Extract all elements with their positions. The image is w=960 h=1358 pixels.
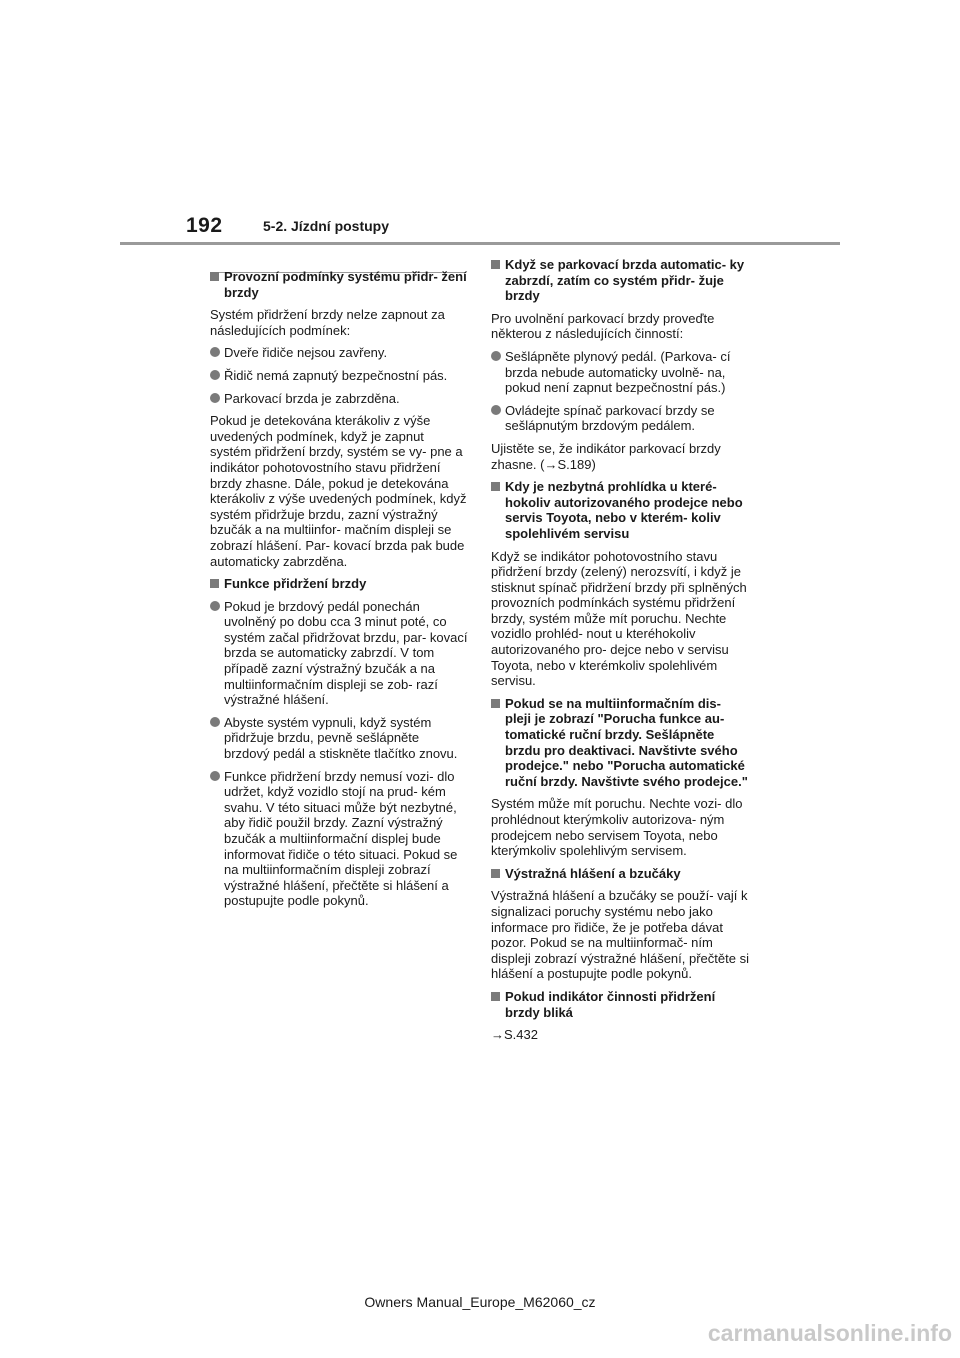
bullet-item: Dveře řidiče nejsou zavřeny. bbox=[210, 345, 468, 361]
left-column bbox=[210, 269, 468, 916]
header-divider bbox=[120, 242, 840, 245]
bullet-item: Abyste systém vypnuli, když systém přidržuje brzdu, pevně sešlápněte brzdový pedál a stiskněte tlačítko znovu. bbox=[210, 715, 468, 762]
bullet-item: Parkovací brzda je zabrzděna. bbox=[210, 391, 468, 407]
footer-text: Owners Manual_Europe_M62060_cz bbox=[364, 1294, 596, 1310]
bullet-item: Funkce přidržení brzdy nemusí vozi- dlo udržet, když vozidlo stojí na prud- kém svahu. V této situaci může být nezbytné, aby řidič použil brzdy. Zazní výstražný bzučák a multiinformační displej bude informovat řidiče o této situaci. Pokud se na multiinformačním displeji zobrazí výstražné hlášení, přečtěte si hlášení a postupujte podle pokynů. bbox=[210, 769, 468, 909]
paragraph: Výstražná hlášení a bzučáky se použí- vají k signalizaci poruchy systému nebo jako informace pro řidiče, že je potřeba dávat pozor. Pokud se na multiinformač- ním displeji zobrazí výstražné hlášení, přečtěte si hlášení a postupujte podle pokynů. bbox=[491, 888, 749, 982]
page-number: 192 bbox=[186, 214, 223, 237]
section-heading: Funkce přidržení brzdy bbox=[210, 576, 468, 592]
section-heading: Pokud se na multiinformačním dis- pleji je zobrazí "Porucha funkce au- tomatické ruční brzdy. Sešlápněte brzdu pro deaktivaci. Navštivte svého prodejce." nebo "Porucha automatické ruční brzdy. Navštivte svého prodejce." bbox=[491, 696, 749, 790]
section-heading: Pokud indikátor činnosti přidržení brzdy bliká bbox=[491, 989, 749, 1020]
right-column bbox=[491, 257, 749, 1050]
paragraph: Když se indikátor pohotovostního stavu přidržení brzdy (zelený) nerozsvítí, i když je stisknut spínač přidržení brzdy při splněných provozních podmínkách systému přidržení brzdy, systém může mít poruchu. Nechte vozidlo prohléd- nout u kteréhokoliv autorizovaného pro- dejce nebo v servisu Toyota, nebo v kterémkoliv spolehlivém servisu. bbox=[491, 548, 747, 689]
paragraph: Ujistěte se, že indikátor parkovací brzdy zhasne. (→S.189) bbox=[491, 440, 721, 472]
section-heading: Kdy je nezbytná prohlídka u které- hokoliv autorizovaného prodejce nebo servis Toyota, nebo v kterém- koliv spolehlivém servisu bbox=[491, 479, 749, 541]
section-heading: Výstražná hlášení a bzučáky bbox=[491, 866, 749, 882]
section-title: 5-2. Jízdní postupy bbox=[263, 218, 390, 234]
paragraph: →S.432 bbox=[491, 1027, 538, 1043]
section-heading: Když se parkovací brzda automatic- ky zabrzdí, zatím co systém přidr- žuje brzdy bbox=[491, 257, 749, 304]
section-heading: Provozní podmínky systému přidr- žení brzdy bbox=[210, 269, 468, 300]
bullet-item: Sešlápněte plynový pedál. (Parkova- cí brzda nebude automaticky uvolně- na, pokud není zapnut bezpečnostní pás.) bbox=[491, 349, 749, 396]
bullet-item: Řidič nemá zapnutý bezpečnostní pás. bbox=[210, 368, 468, 384]
bullet-item: Ovládejte spínač parkovací brzdy se sešlápnutým brzdovým pedálem. bbox=[491, 403, 749, 434]
bullet-item: Pokud je brzdový pedál ponechán uvolněný po dobu cca 3 minut poté, co systém začal přidržovat brzdu, par- kovací brzda se automaticky zabrzdí. V tom případě zazní výstražný bzučák a na multiinformačním displeji se zob- razí výstražné hlášení. bbox=[210, 599, 468, 708]
paragraph: Pokud je detekována kterákoliv z výše uvedených podmínek, když je zapnut systém přidržení brzdy, systém se vy- pne a indikátor pohotovostního stavu přidržení brzdy zhasne. Dále, pokud je detekována kterákoliv z výše uvedených podmínek, když systém přidržuje brzdu, zazní výstražný bzučák a na multiinfor- mačním displeji se zobrazí hlášení. Par- kovací brzda pak bude automaticky zabrzděna. bbox=[210, 413, 467, 569]
paragraph: Systém přidržení brzdy nelze zapnout za následujících podmínek: bbox=[210, 307, 445, 338]
watermark: carmanualsonline.info bbox=[707, 1320, 952, 1346]
paragraph: Systém může mít poruchu. Nechte vozi- dlo prohlédnout kterýmkoliv autorizova- ným prodejcem nebo servisem Toyota, nebo kterýmkoliv spolehlivým servisem. bbox=[491, 796, 743, 859]
paragraph: Pro uvolnění parkovací brzdy proveďte některou z následujících činností: bbox=[491, 310, 715, 342]
